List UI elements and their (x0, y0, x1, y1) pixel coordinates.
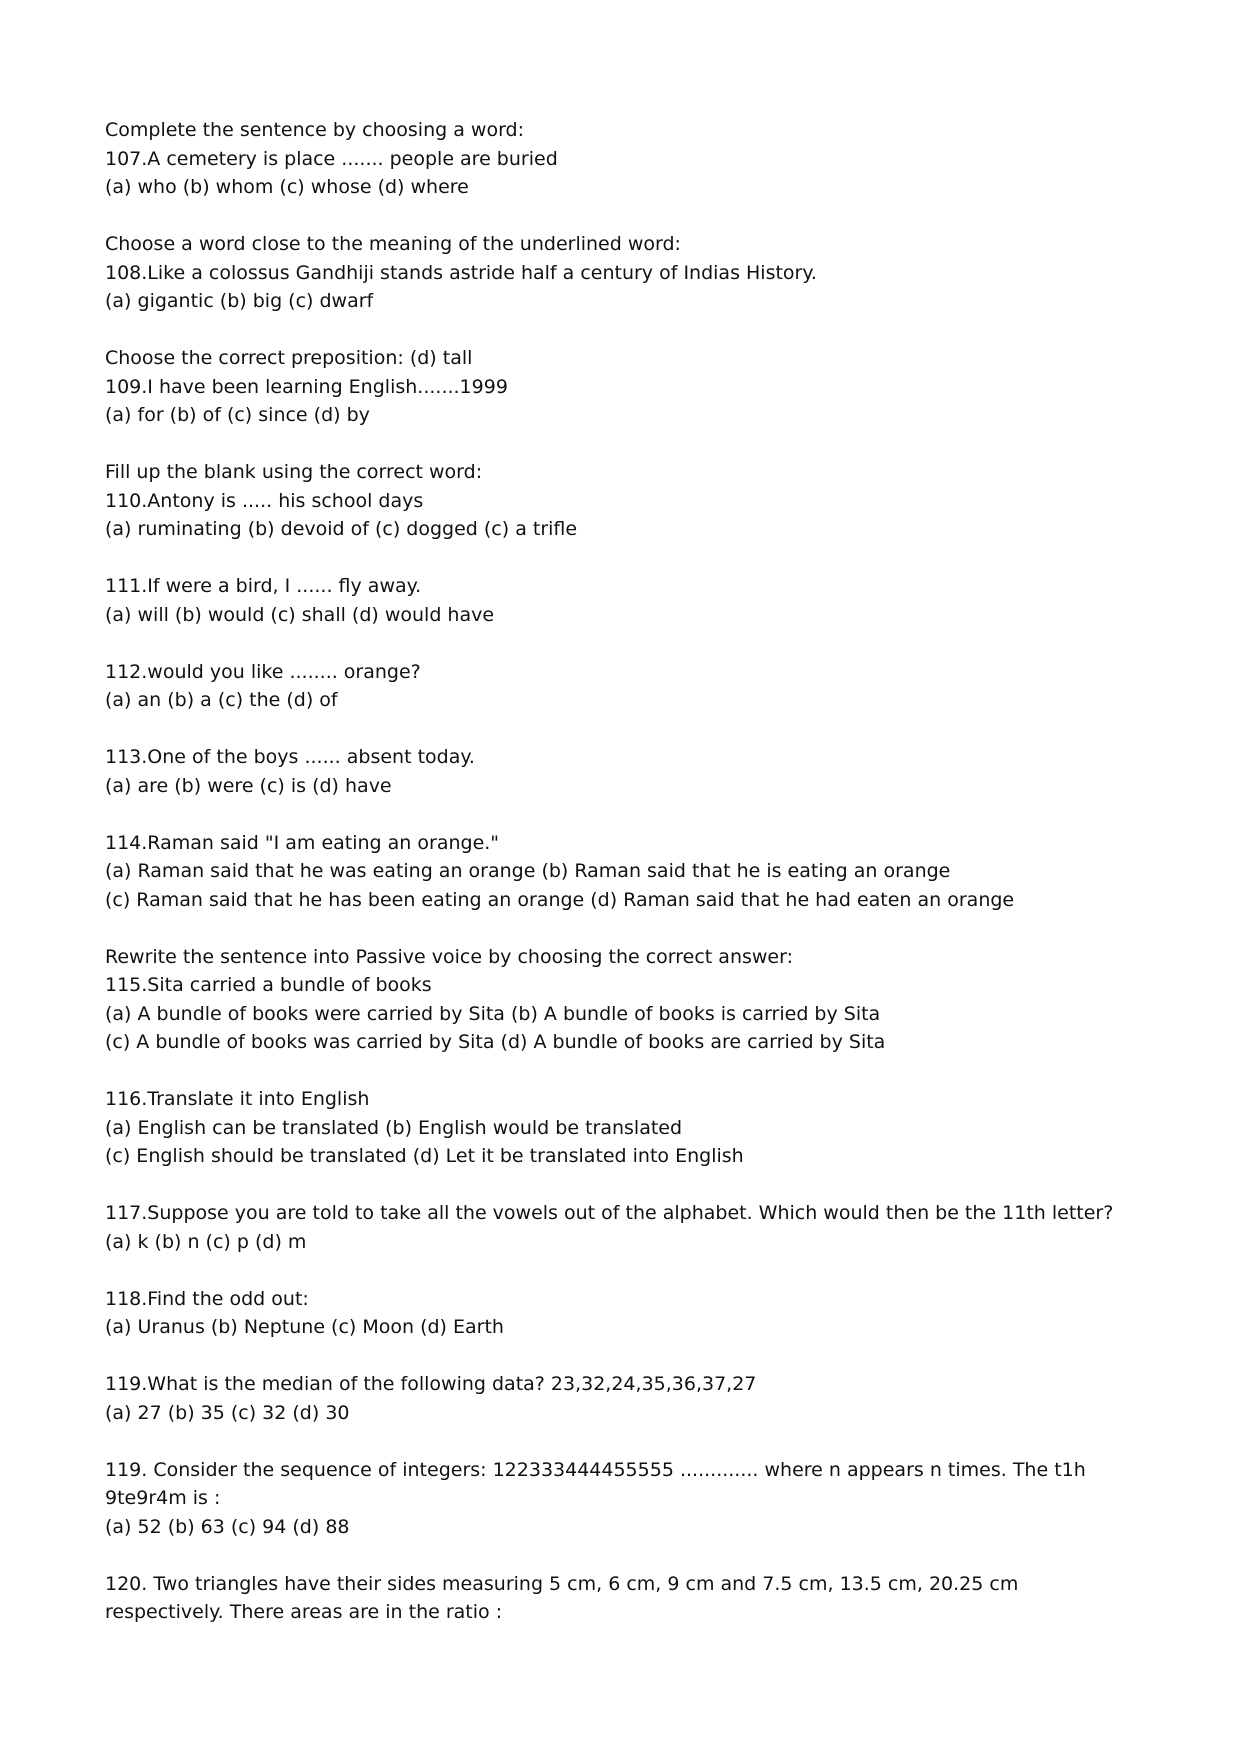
text-line: Choose the correct preposition: (d) tall (105, 347, 473, 369)
text-line: 115.Sita carried a bundle of books (105, 974, 432, 996)
text-line: (a) English can be translated (b) English would be translated (105, 1116, 683, 1139)
text-line: (a) A bundle of books were carried by Sita (b) A bundle of books is carried by Sita (105, 1002, 881, 1025)
question-block (105, 1199, 1210, 1256)
question-block (105, 829, 1210, 915)
text-line: Fill up the blank using the correct word: (105, 461, 483, 483)
text-line: (c) Raman said that he has been eating an orange (d) Raman said that he had eaten an orange (105, 888, 1015, 911)
text-line: 120. Two triangles have their sides measuring 5 cm, 6 cm, 9 cm and 7.5 cm, 13.5 cm, 20.25 cm (105, 1572, 1019, 1595)
question-block (105, 116, 1210, 202)
question-block (105, 1285, 1210, 1342)
question-block (105, 230, 1210, 316)
text-line: 112.would you like ........ orange? (105, 660, 421, 683)
text-line: 117.Suppose you are told to take all the vowels out of the alphabet. Which would then be the 11th letter? (105, 1202, 1114, 1224)
text-line: 108.Like a colossus Gandhiji stands astride half a century of Indias History. (105, 261, 817, 284)
text-line: (a) k (b) n (c) p (d) m (105, 1230, 307, 1253)
text-line: (c) English should be translated (d) Let it be translated into English (105, 1145, 744, 1167)
text-line: 9te9r4m is : (105, 1487, 221, 1509)
text-line: (a) who (b) whom (c) whose (d) where (105, 176, 469, 198)
text-line: Choose a word close to the meaning of the underlined word: (105, 233, 681, 255)
text-line: 118.Find the odd out: (105, 1287, 309, 1310)
question-block (105, 1456, 1210, 1542)
text-line: Rewrite the sentence into Passive voice by choosing the correct answer: (105, 945, 793, 968)
text-line: (a) are (b) were (c) is (d) have (105, 774, 392, 797)
text-line: (a) 27 (b) 35 (c) 32 (d) 30 (105, 1401, 350, 1424)
question-block (105, 344, 1210, 430)
question-block (105, 1085, 1210, 1171)
text-line: (a) Uranus (b) Neptune (c) Moon (d) Earth (105, 1316, 504, 1338)
question-block (105, 1570, 1210, 1627)
text-line: Complete the sentence by choosing a word: (105, 119, 525, 141)
text-line: 113.One of the boys ...... absent today. (105, 746, 475, 768)
text-line: (a) Raman said that he was eating an orange (b) Raman said that he is eating an orange (105, 860, 951, 882)
text-line: 111.If were a bird, I ...... fly away. (105, 575, 422, 597)
text-line: 109.I have been learning English.......1999 (105, 375, 508, 398)
text-line: (a) an (b) a (c) the (d) of (105, 689, 338, 711)
text-line: (a) 52 (b) 63 (c) 94 (d) 88 (105, 1515, 350, 1538)
text-line: 119. Consider the sequence of integers: 122333444455555 ............. where n appears n times. The t1h (105, 1458, 1086, 1481)
question-block (105, 943, 1210, 1057)
question-block (105, 658, 1210, 715)
text-line: (a) will (b) would (c) shall (d) would have (105, 603, 495, 626)
question-list (105, 116, 1210, 1627)
text-line: respectively. There areas are in the ratio : (105, 1601, 503, 1623)
text-line: (a) gigantic (b) big (c) dwarf (105, 290, 374, 312)
question-block (105, 1370, 1210, 1427)
text-line: (a) for (b) of (c) since (d) by (105, 404, 370, 426)
text-line: (a) ruminating (b) devoid of (c) dogged (c) a trifle (105, 518, 578, 540)
text-line: 119.What is the median of the following data? 23,32,24,35,36,37,27 (105, 1373, 757, 1395)
question-block (105, 572, 1210, 629)
text-line: 110.Antony is ..... his school days (105, 489, 424, 512)
text-line: (c) A bundle of books was carried by Sita (d) A bundle of books are carried by Sita (105, 1031, 886, 1053)
text-line: 107.A cemetery is place ....... people are buried (105, 147, 558, 170)
question-block (105, 458, 1210, 544)
question-block (105, 743, 1210, 800)
text-line: 116.Translate it into English (105, 1088, 370, 1110)
text-line: 114.Raman said "I am eating an orange." (105, 831, 500, 854)
